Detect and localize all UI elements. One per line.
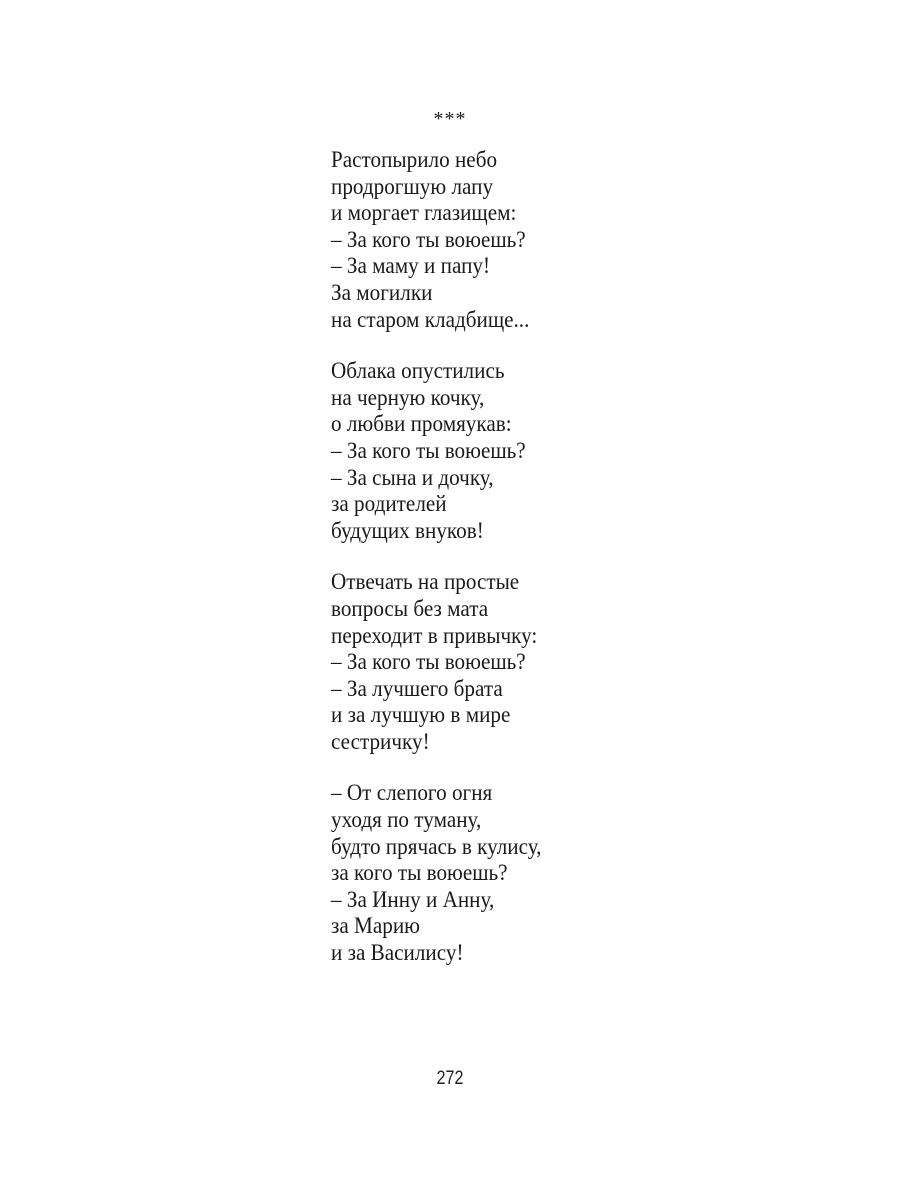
poem-line: – За кого ты воюешь? <box>331 649 526 675</box>
poem-line: – За Инну и Анну, <box>331 886 495 912</box>
poem-line: будто прячась в кулису, <box>331 833 542 859</box>
poem-body <box>331 147 851 992</box>
poem-line: – За сына и дочку, <box>331 464 494 490</box>
stanza-3 <box>331 569 851 755</box>
poem-line: переходит в привычку: <box>331 622 538 648</box>
poem-line: и за лучшую в мире <box>331 702 511 728</box>
poem-line: – За кого ты воюешь? <box>331 226 526 252</box>
poem-line: на старом кладбище... <box>331 306 530 332</box>
poem-line: – За лучшего брата <box>331 675 503 701</box>
poem-line: Облака опустились <box>331 358 505 384</box>
poem-line: сестричку! <box>331 728 430 754</box>
poem-line: на черную кочку, <box>331 384 485 410</box>
poem-line: уходя по туману, <box>331 807 482 833</box>
poem-line: и за Василису! <box>331 940 464 966</box>
poem-line: за кого ты воюешь? <box>331 860 508 886</box>
poem-line: о любви промяукав: <box>331 411 512 437</box>
poem-line: продрогшую лапу <box>331 173 494 199</box>
poem-line: Растопырило небо <box>331 147 498 172</box>
stanza-4 <box>331 780 851 966</box>
poem-line: за родителей <box>331 491 447 517</box>
poem-line: – За маму и папу! <box>331 253 491 279</box>
section-separator: *** <box>433 108 467 130</box>
poem-line: за Марию <box>331 913 420 939</box>
poem-line: и моргает глазищем: <box>331 200 517 226</box>
poem-line: Отвечать на простые <box>331 569 520 595</box>
stanza-2 <box>331 358 851 544</box>
poem-line: будущих внуков! <box>331 517 484 543</box>
poem-line: За могилки <box>331 279 433 305</box>
page-number: 272 <box>436 1068 464 1089</box>
poem-line: – За кого ты воюешь? <box>331 437 526 463</box>
stanza-1 <box>331 147 851 333</box>
poem-line: – От слепого огня <box>331 780 493 806</box>
poem-line: вопросы без мата <box>331 595 489 621</box>
